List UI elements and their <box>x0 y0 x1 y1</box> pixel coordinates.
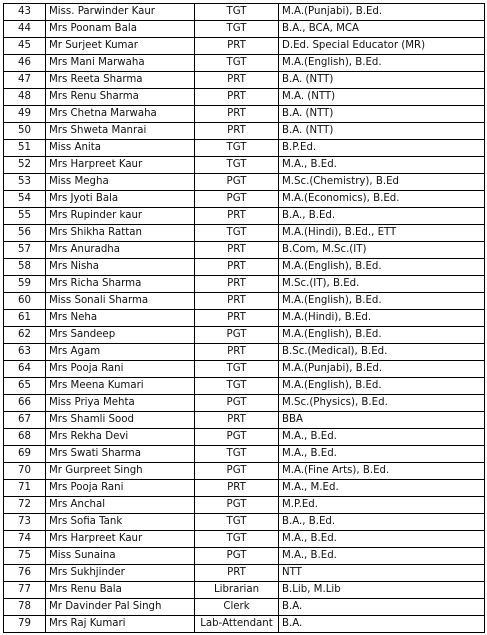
staff-post: PRT <box>195 565 279 582</box>
table-row <box>4 38 485 55</box>
table-row <box>4 123 485 140</box>
table-row <box>4 565 485 582</box>
table-row <box>4 599 485 616</box>
staff-qualification: M.A.(English), B.Ed. <box>279 293 485 310</box>
staff-post: PRT <box>195 38 279 55</box>
staff-post: PGT <box>195 174 279 191</box>
staff-post: PRT <box>195 344 279 361</box>
row-number: 76 <box>4 565 46 582</box>
row-number: 61 <box>4 310 46 327</box>
row-number: 54 <box>4 191 46 208</box>
row-number: 44 <box>4 21 46 38</box>
staff-post: PRT <box>195 106 279 123</box>
row-number: 51 <box>4 140 46 157</box>
staff-name: Mrs Meena Kumari <box>46 378 195 395</box>
row-number: 45 <box>4 38 46 55</box>
staff-name: Mr Davinder Pal Singh <box>46 599 195 616</box>
staff-name: Miss Priya Mehta <box>46 395 195 412</box>
staff-post: PRT <box>195 72 279 89</box>
staff-qualification: M.A.(Economics), B.Ed. <box>279 191 485 208</box>
staff-name: Mr Surjeet Kumar <box>46 38 195 55</box>
staff-name: Mrs Agam <box>46 344 195 361</box>
staff-name: Mrs Swati Sharma <box>46 446 195 463</box>
row-number: 53 <box>4 174 46 191</box>
staff-name: Mrs Harpreet Kaur <box>46 531 195 548</box>
staff-post: TGT <box>195 140 279 157</box>
staff-qualification: M.A., B.Ed. <box>279 429 485 446</box>
row-number: 78 <box>4 599 46 616</box>
staff-post: TGT <box>195 514 279 531</box>
staff-post: PGT <box>195 395 279 412</box>
staff-post: PRT <box>195 310 279 327</box>
row-number: 43 <box>4 4 46 21</box>
staff-name: Mrs Pooja Rani <box>46 361 195 378</box>
staff-name: Mrs Sandeep <box>46 327 195 344</box>
table-row <box>4 429 485 446</box>
staff-post: TGT <box>195 531 279 548</box>
staff-name: Mrs Renu Sharma <box>46 89 195 106</box>
staff-post: TGT <box>195 55 279 72</box>
staff-qualification: M.Sc.(Physics), B.Ed. <box>279 395 485 412</box>
staff-name: Mrs Rupinder kaur <box>46 208 195 225</box>
staff-post: Lab-Attendant <box>195 616 279 633</box>
staff-name: Mrs Shweta Manrai <box>46 123 195 140</box>
staff-name: Miss Anita <box>46 140 195 157</box>
table-row <box>4 191 485 208</box>
staff-post: PRT <box>195 208 279 225</box>
staff-name: Miss Sunaina <box>46 548 195 565</box>
staff-qualification: M.A., B.Ed. <box>279 531 485 548</box>
staff-qualification: M.A.(Fine Arts), B.Ed. <box>279 463 485 480</box>
table-row <box>4 72 485 89</box>
table-row <box>4 463 485 480</box>
table-row <box>4 412 485 429</box>
table-row <box>4 582 485 599</box>
row-number: 68 <box>4 429 46 446</box>
staff-name: Mrs Anuradha <box>46 242 195 259</box>
staff-name: Mrs Rekha Devi <box>46 429 195 446</box>
row-number: 65 <box>4 378 46 395</box>
table-row <box>4 497 485 514</box>
row-number: 62 <box>4 327 46 344</box>
staff-name: Mrs Renu Bala <box>46 582 195 599</box>
staff-post: PGT <box>195 548 279 565</box>
table-row <box>4 225 485 242</box>
staff-qualification: B.Lib, M.Lib <box>279 582 485 599</box>
staff-qualification: M.A.(Punjabi), B.Ed. <box>279 4 485 21</box>
staff-qualification: M.P.Ed. <box>279 497 485 514</box>
staff-name: Mrs Sofia Tank <box>46 514 195 531</box>
staff-name: Mrs Anchal <box>46 497 195 514</box>
staff-post: PGT <box>195 463 279 480</box>
staff-name: Mrs Raj Kumari <box>46 616 195 633</box>
staff-name: Mrs Nisha <box>46 259 195 276</box>
row-number: 74 <box>4 531 46 548</box>
staff-name: Miss. Parwinder Kaur <box>46 4 195 21</box>
staff-qualification: BBA <box>279 412 485 429</box>
staff-post: PGT <box>195 327 279 344</box>
table-row <box>4 89 485 106</box>
staff-name: Mrs Neha <box>46 310 195 327</box>
staff-qualification: B.P.Ed. <box>279 140 485 157</box>
staff-qualification: M.A.(English), B.Ed. <box>279 55 485 72</box>
table-row <box>4 21 485 38</box>
table-row <box>4 446 485 463</box>
staff-qualification: B.A. (NTT) <box>279 106 485 123</box>
staff-qualification: B.A., BCA, MCA <box>279 21 485 38</box>
staff-name: Mrs Chetna Marwaha <box>46 106 195 123</box>
row-number: 73 <box>4 514 46 531</box>
staff-post: TGT <box>195 157 279 174</box>
staff-qualification: M.A. (NTT) <box>279 89 485 106</box>
row-number: 58 <box>4 259 46 276</box>
row-number: 79 <box>4 616 46 633</box>
staff-post: TGT <box>195 4 279 21</box>
staff-post: PRT <box>195 412 279 429</box>
staff-post: TGT <box>195 446 279 463</box>
row-number: 64 <box>4 361 46 378</box>
staff-name: Mrs Mani Marwaha <box>46 55 195 72</box>
staff-qualification: B.A. <box>279 599 485 616</box>
row-number: 46 <box>4 55 46 72</box>
staff-post: TGT <box>195 378 279 395</box>
staff-qualification: M.A., B.Ed. <box>279 157 485 174</box>
staff-qualification: M.Sc.(IT), B.Ed. <box>279 276 485 293</box>
staff-post: PGT <box>195 497 279 514</box>
staff-qualification: M.A.(Hindi), B.Ed., ETT <box>279 225 485 242</box>
staff-qualification: NTT <box>279 565 485 582</box>
staff-name: Mrs Richa Sharma <box>46 276 195 293</box>
table-row <box>4 514 485 531</box>
staff-name: Mr Gurpreet Singh <box>46 463 195 480</box>
row-number: 63 <box>4 344 46 361</box>
staff-post: PRT <box>195 276 279 293</box>
table-row <box>4 106 485 123</box>
staff-qualification: B.A., B.Ed. <box>279 514 485 531</box>
staff-qualification: M.Sc.(Chemistry), B.Ed <box>279 174 485 191</box>
staff-name: Mrs Poonam Bala <box>46 21 195 38</box>
staff-post: PRT <box>195 259 279 276</box>
row-number: 57 <box>4 242 46 259</box>
staff-qualification: M.A.(English), B.Ed. <box>279 327 485 344</box>
staff-name: Mrs Reeta Sharma <box>46 72 195 89</box>
staff-qualification: B.A. <box>279 616 485 633</box>
staff-qualification: M.A.(Hindi), B.Ed. <box>279 310 485 327</box>
staff-post: TGT <box>195 361 279 378</box>
row-number: 49 <box>4 106 46 123</box>
staff-qualification: B.A. (NTT) <box>279 72 485 89</box>
table-row <box>4 242 485 259</box>
staff-table-body <box>4 4 485 633</box>
staff-post: Clerk <box>195 599 279 616</box>
table-row <box>4 480 485 497</box>
table-row <box>4 259 485 276</box>
table-row <box>4 174 485 191</box>
staff-table <box>3 3 485 633</box>
table-row <box>4 157 485 174</box>
staff-name: Mrs Shamli Sood <box>46 412 195 429</box>
table-row <box>4 327 485 344</box>
table-row <box>4 616 485 633</box>
staff-name: Mrs Pooja Rani <box>46 480 195 497</box>
staff-qualification: B.Com, M.Sc.(IT) <box>279 242 485 259</box>
row-number: 71 <box>4 480 46 497</box>
table-row <box>4 395 485 412</box>
row-number: 55 <box>4 208 46 225</box>
staff-post: PRT <box>195 89 279 106</box>
row-number: 70 <box>4 463 46 480</box>
staff-post: PGT <box>195 191 279 208</box>
staff-post: TGT <box>195 21 279 38</box>
staff-name: Mrs Shikha Rattan <box>46 225 195 242</box>
row-number: 69 <box>4 446 46 463</box>
table-row <box>4 293 485 310</box>
row-number: 48 <box>4 89 46 106</box>
table-row <box>4 361 485 378</box>
staff-name: Miss Sonali Sharma <box>46 293 195 310</box>
row-number: 66 <box>4 395 46 412</box>
table-row <box>4 531 485 548</box>
staff-name: Mrs Harpreet Kaur <box>46 157 195 174</box>
table-row <box>4 55 485 72</box>
staff-qualification: M.A.(Punjabi), B.Ed. <box>279 361 485 378</box>
table-row <box>4 310 485 327</box>
table-row <box>4 276 485 293</box>
staff-qualification: M.A., B.Ed. <box>279 446 485 463</box>
staff-post: PRT <box>195 480 279 497</box>
staff-post: TGT <box>195 225 279 242</box>
staff-post: PGT <box>195 429 279 446</box>
staff-name: Mrs Jyoti Bala <box>46 191 195 208</box>
staff-qualification: M.A., B.Ed. <box>279 548 485 565</box>
staff-qualification: B.Sc.(Medical), B.Ed. <box>279 344 485 361</box>
table-row <box>4 140 485 157</box>
row-number: 56 <box>4 225 46 242</box>
staff-qualification: B.A., B.Ed. <box>279 208 485 225</box>
table-row <box>4 344 485 361</box>
table-row <box>4 208 485 225</box>
table-row <box>4 378 485 395</box>
staff-post: PRT <box>195 242 279 259</box>
staff-qualification: D.Ed. Special Educator (MR) <box>279 38 485 55</box>
row-number: 50 <box>4 123 46 140</box>
staff-name: Mrs Sukhjinder <box>46 565 195 582</box>
row-number: 47 <box>4 72 46 89</box>
row-number: 75 <box>4 548 46 565</box>
staff-qualification: B.A. (NTT) <box>279 123 485 140</box>
table-row <box>4 4 485 21</box>
staff-qualification: M.A.(English), B.Ed. <box>279 378 485 395</box>
row-number: 59 <box>4 276 46 293</box>
row-number: 60 <box>4 293 46 310</box>
staff-post: Librarian <box>195 582 279 599</box>
row-number: 67 <box>4 412 46 429</box>
staff-post: PRT <box>195 293 279 310</box>
staff-name: Miss Megha <box>46 174 195 191</box>
staff-post: PRT <box>195 123 279 140</box>
row-number: 52 <box>4 157 46 174</box>
row-number: 77 <box>4 582 46 599</box>
staff-qualification: M.A., M.Ed. <box>279 480 485 497</box>
staff-qualification: M.A.(English), B.Ed. <box>279 259 485 276</box>
row-number: 72 <box>4 497 46 514</box>
table-row <box>4 548 485 565</box>
